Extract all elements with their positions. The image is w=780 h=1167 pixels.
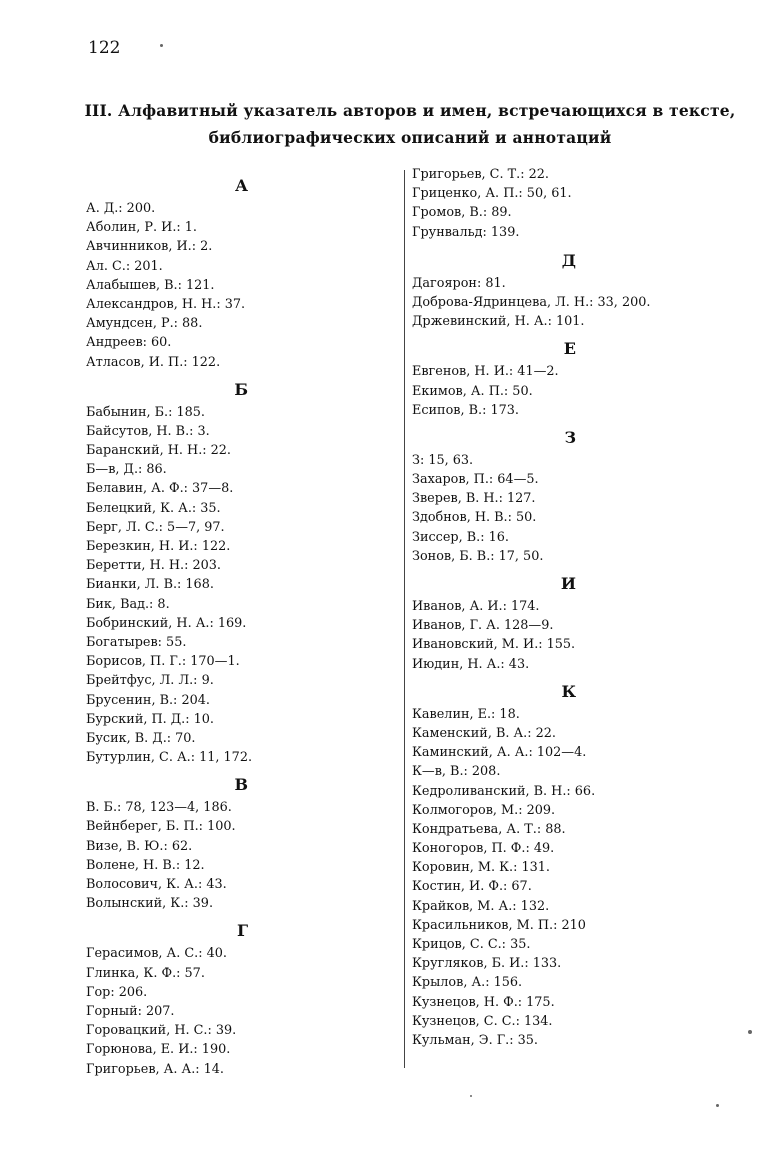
index-entry: Визе, В. Ю.: 62. <box>86 838 193 854</box>
index-entry: Дагоярон: 81. <box>412 275 506 291</box>
index-entry: Иванов, А. И.: 174. <box>412 599 540 614</box>
index-section <box>412 573 742 674</box>
index-entry: Крайков, М. А.: 132. <box>412 898 550 914</box>
index-entry: Каминский, А. А.: 102—4. <box>412 745 587 761</box>
index-entry: Гриценко, А. П.: 50, 61. <box>412 186 572 202</box>
index-entry: Есипов, В.: 173. <box>412 402 519 418</box>
index-entry: З: 15, 63. <box>412 452 474 468</box>
index-entry: Доброва-Ядринцева, Л. Н.: 33, 200. <box>412 294 651 310</box>
index-entry: Байсутов, Н. В.: 3. <box>86 423 210 439</box>
index-entry: Бобринский, Н. А.: 169. <box>86 615 247 631</box>
index-section <box>412 250 742 332</box>
index-entry: Алабышев, В.: 121. <box>86 277 215 293</box>
index-entry: Крицов, С. С.: 35. <box>412 937 531 952</box>
index-entry: Вейнберег, Б. П.: 100. <box>86 819 236 835</box>
index-entry: Гор: 206. <box>86 984 148 1000</box>
index-entry: Аболин, Р. И.: 1. <box>86 220 197 236</box>
index-entry: Горный: 207. <box>86 1003 175 1019</box>
index-entry: Бабынин, Б.: 185. <box>86 404 205 420</box>
index-entry: Герасимов, А. С.: 40. <box>86 946 227 962</box>
index-entry: Волынский, К.: 39. <box>86 896 214 912</box>
index-entry: Атласов, И. П.: 122. <box>86 354 221 370</box>
index-entry: Волене, Н. В.: 12. <box>86 857 205 873</box>
index-entry: Коногоров, П. Ф.: 49. <box>412 841 555 857</box>
index-entry: Беретти, Н. Н.: 203. <box>86 558 221 574</box>
index-entry: Ал. С.: 201. <box>86 258 163 274</box>
index-entry: Зонов, Б. В.: 17, 50. <box>412 548 544 564</box>
index-entry: Крылов, А.: 156. <box>412 975 523 991</box>
index-entry: Бутурлин, С. А.: 11, 172. <box>86 750 253 766</box>
index-entry: Горовацкий, Н. С.: 39. <box>86 1023 237 1039</box>
section-letter: Д <box>561 250 576 270</box>
index-entry: Ивановский, М. И.: 155. <box>412 637 576 653</box>
index-entry: Волосович, К. А.: 43. <box>86 877 227 892</box>
index-entry: Зиссер, В.: 16. <box>412 529 509 545</box>
title-line-1: III. Алфавитный указатель авторов и имен, встречающихся в тексте, <box>84 101 736 120</box>
index-section <box>86 379 402 768</box>
index-entry: Кузнецов, Н. Ф.: 175. <box>412 994 555 1010</box>
page-number: 122 <box>88 38 121 58</box>
index-entry: Б—в, Д.: 86. <box>86 462 167 478</box>
index-entry: Брусенин, В.: 204. <box>86 692 210 708</box>
index-entry: Горюнова, Е. И.: 190. <box>86 1042 231 1058</box>
index-entry: Кузнецов, С. С.: 134. <box>412 1013 553 1029</box>
index-entry: Кондратьева, А. Т.: 88. <box>412 821 566 837</box>
index-entry: Грунвальд: 139. <box>412 224 520 240</box>
scan-speck <box>470 1095 472 1097</box>
index-section <box>86 774 402 913</box>
index-entry: Авчинников, И.: 2. <box>86 239 213 255</box>
index-entry: Андреев: 60. <box>86 335 172 351</box>
index-entry: Иванов, Г. А. 128—9. <box>412 618 554 634</box>
column-divider <box>404 170 405 1068</box>
scan-speck <box>748 1030 752 1034</box>
section-letter: З <box>564 427 576 447</box>
index-entry: Екимов, А. П.: 50. <box>412 383 533 399</box>
index-entry: Григорьев, С. Т.: 22. <box>412 167 549 182</box>
index-entry: Брейтфус, Л. Л.: 9. <box>86 673 214 689</box>
index-entry: Громов, В.: 89. <box>412 205 512 221</box>
index-section <box>412 681 742 1050</box>
index-entry: Берг, Л. С.: 5—7, 97. <box>86 519 225 535</box>
index-section <box>412 427 742 566</box>
index-entry: Држевинский, Н. А.: 101. <box>412 314 585 330</box>
index-entry: Кавелин, Е.: 18. <box>412 706 520 722</box>
index-entry: Захаров, П.: 64—5. <box>412 472 539 488</box>
title-line-2: библиографических описаний и аннотаций <box>208 128 612 147</box>
index-entry: Здобнов, Н. В.: 50. <box>412 510 537 526</box>
index-entry: К—в, В.: 208. <box>412 764 501 780</box>
section-letter: В <box>234 775 248 795</box>
index-entry: В. Б.: 78, 123—4, 186. <box>86 800 232 816</box>
left-column <box>86 175 402 1086</box>
index-entry: Бианки, Л. В.: 168. <box>86 577 214 593</box>
index-entry: Июдин, Н. А.: 43. <box>412 656 530 672</box>
index-entry: Баранский, Н. Н.: 22. <box>86 443 231 459</box>
section-letter: И <box>560 574 576 593</box>
index-entry: Кедроливанский, В. Н.: 66. <box>412 783 596 799</box>
scan-speck <box>160 44 163 47</box>
section-letter: Б <box>234 379 248 399</box>
section-letter: Е <box>563 339 576 359</box>
index-entry: Григорьев, А. А.: 14. <box>86 1061 224 1077</box>
section-letter: Г <box>236 921 248 941</box>
index-entry: Амундсен, Р.: 88. <box>86 316 203 332</box>
section-letter: К <box>561 681 576 701</box>
index-section <box>86 175 402 372</box>
index-entry: Борисов, П. Г.: 170—1. <box>86 654 240 670</box>
index-section <box>412 338 742 420</box>
index-entry: Костин, И. Ф.: 67. <box>412 879 532 895</box>
continued-entries <box>412 165 742 242</box>
index-entry: Красильников, М. П.: 210 <box>412 917 586 933</box>
index-entry: А. Д.: 200. <box>86 201 156 216</box>
index-entry: Колмогоров, М.: 209. <box>412 802 556 818</box>
index-entry: Березкин, Н. И.: 122. <box>86 539 231 554</box>
index-entry: Белецкий, К. А.: 35. <box>86 500 221 516</box>
index-entry: Кульман, Э. Г.: 35. <box>412 1032 538 1048</box>
index-section <box>86 920 402 1078</box>
index-entry: Бурский, П. Д.: 10. <box>86 711 214 727</box>
index-entry: Богатырев: 55. <box>86 634 187 650</box>
index-entry: Бусик, В. Д.: 70. <box>86 730 196 746</box>
index-entry: Бик, Вад.: 8. <box>86 596 170 612</box>
right-column <box>412 165 742 1057</box>
scan-speck <box>716 1104 719 1107</box>
index-entry: Зверев, В. Н.: 127. <box>412 491 536 507</box>
index-entry: Коровин, М. К.: 131. <box>412 860 550 876</box>
index-entry: Евгенов, Н. И.: 41—2. <box>412 364 559 380</box>
index-entry: Каменский, В. А.: 22. <box>412 725 556 741</box>
section-letter: А <box>234 176 248 195</box>
index-entry: Кругляков, Б. И.: 133. <box>412 956 562 972</box>
index-entry: Александров, Н. Н.: 37. <box>86 296 246 312</box>
index-entry: Глинка, К. Ф.: 57. <box>86 965 205 981</box>
index-title <box>80 97 740 151</box>
index-entry: Белавин, А. Ф.: 37—8. <box>86 481 234 497</box>
